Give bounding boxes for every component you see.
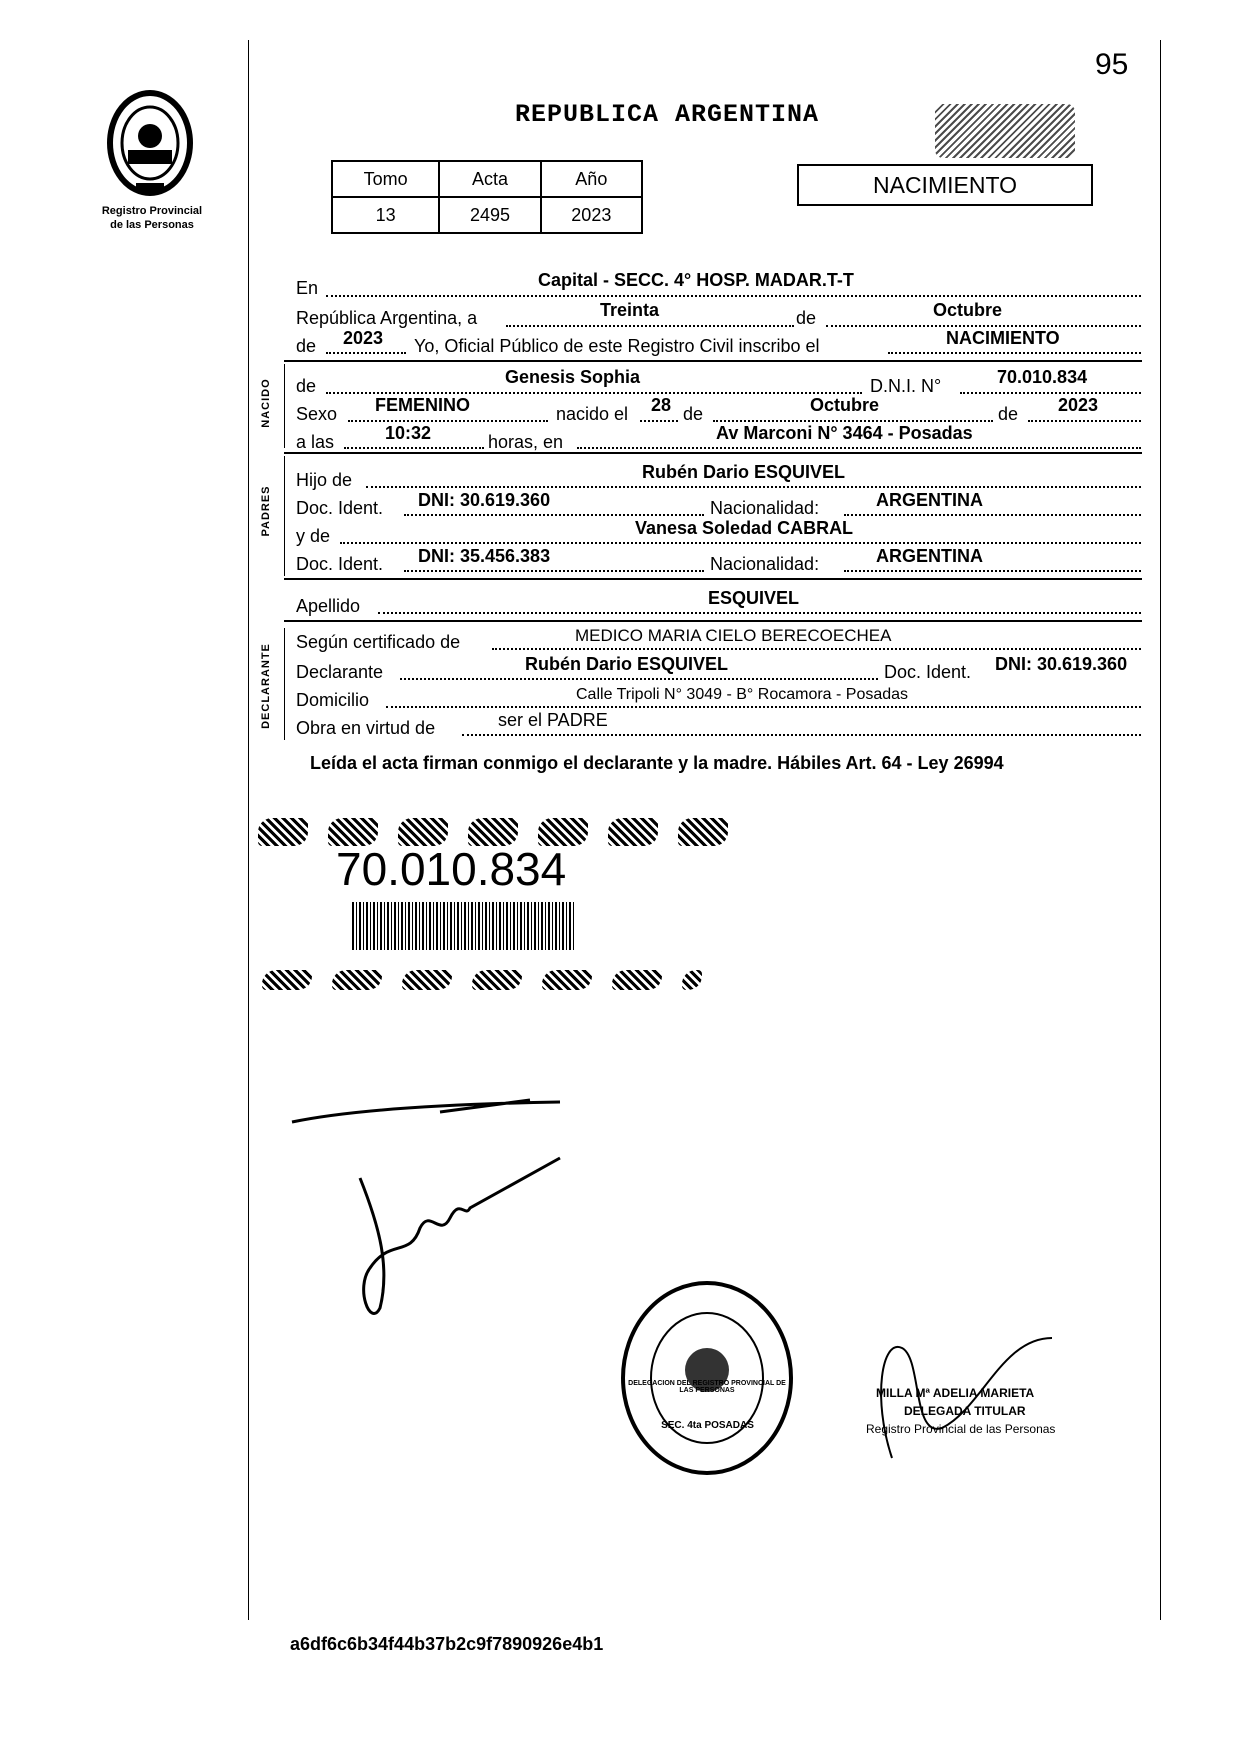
- page-number: 95: [1095, 48, 1129, 81]
- mother-doc-dots: [404, 570, 704, 572]
- nacido-de-label: de: [296, 376, 317, 396]
- record-anio: 2023: [541, 197, 642, 233]
- sex-dots: [348, 420, 548, 422]
- bmonth-dots: [713, 420, 993, 422]
- nacido-section-label: NACIDO: [260, 378, 272, 428]
- act-dots: [888, 352, 1141, 354]
- bplace-dots: [577, 447, 1141, 449]
- registry-logo-line2: de las Personas: [110, 219, 194, 231]
- father-document: DNI: 30.619.360: [418, 490, 551, 510]
- address-dots: [386, 706, 1141, 708]
- apellido-label: Apellido: [296, 596, 361, 616]
- registry-logo-line1: Registro Provincial: [101, 205, 203, 217]
- declarante-section-label: DECLARANTE: [260, 643, 272, 729]
- day-words: Treinta: [600, 300, 660, 320]
- nacido-el-label: nacido el: [556, 404, 629, 424]
- father-nat-label: Nacionalidad:: [710, 498, 820, 518]
- closing-text: Leída el acta firman conmigo el declarante y la madre. Hábiles Art. 64 - Ley 26994: [310, 753, 1004, 773]
- de-label-2: de: [296, 336, 317, 356]
- cert-dots: [492, 648, 1141, 650]
- month-dots: [826, 325, 1141, 327]
- en-label: En: [296, 278, 319, 298]
- declarant-doc-label: Doc. Ident.: [884, 662, 972, 682]
- time-dots: [344, 447, 484, 449]
- de-birth-year-label: de: [998, 404, 1019, 424]
- en-dots: [326, 295, 1141, 297]
- de-label: de: [796, 308, 817, 328]
- father-nat-dots: [844, 514, 1141, 516]
- act-type-box: NACIMIENTO: [797, 164, 1093, 206]
- declarant-address: Calle Tripoli N° 3049 - B° Rocamora - Posadas: [576, 686, 909, 703]
- mother-nat-dots: [844, 570, 1141, 572]
- birth-month: Octubre: [810, 395, 880, 415]
- dni-dots: [960, 392, 1141, 394]
- republica-label: República Argentina, a: [296, 308, 478, 328]
- father-name: Rubén Dario ESQUIVEL: [642, 462, 846, 482]
- declarant-capacity: ser el PADRE: [498, 710, 608, 730]
- de-birth-month-label: de: [683, 404, 704, 424]
- declarant-dots: [400, 678, 878, 680]
- registration-month: Octubre: [933, 300, 1003, 320]
- record-header-acta: Acta: [439, 161, 540, 197]
- official-name: MILLA Mª ADELIA MARIETA: [876, 1386, 1035, 1400]
- child-given-name: Genesis Sophia: [505, 367, 641, 387]
- child-dni: 70.010.834: [997, 367, 1088, 387]
- record-table-row: [332, 197, 642, 233]
- obra-label: Obra en virtud de: [296, 718, 436, 738]
- apellido-dots: [378, 612, 1141, 614]
- mother-name: Vanesa Soledad CABRAL: [635, 518, 854, 538]
- barcode-icon: [352, 902, 574, 950]
- father-doc-dots: [404, 514, 704, 516]
- right-margin-line: [1160, 40, 1161, 1620]
- official-seal-icon: [618, 1278, 796, 1478]
- act-word: NACIMIENTO: [946, 328, 1060, 348]
- father-doc-label: Doc. Ident.: [296, 498, 384, 518]
- record-header-anio: Año: [541, 161, 642, 197]
- father-dots: [366, 486, 1141, 488]
- padres-section-label: PADRES: [260, 485, 272, 537]
- nacido-bracket: [284, 364, 285, 448]
- security-stamp-icon: [935, 104, 1075, 158]
- record-header-tomo: Tomo: [332, 161, 439, 197]
- registration-year: 2023: [343, 328, 384, 348]
- birth-registration-place: Capital - SECC. 4° HOSP. MADAR.T-T: [538, 270, 854, 290]
- birth-year: 2023: [1058, 395, 1099, 415]
- declarant-document: DNI: 30.619.360: [995, 654, 1128, 674]
- signature-declarant: [350, 1148, 580, 1338]
- mother-doc-label: Doc. Ident.: [296, 554, 384, 574]
- declarante-bracket: [284, 628, 285, 740]
- mother-nat-label: Nacionalidad:: [710, 554, 820, 574]
- capacity-dots: [462, 734, 1141, 736]
- divider-nacido: [284, 452, 1142, 454]
- left-margin-line: [248, 40, 249, 1620]
- mother-nationality: ARGENTINA: [876, 546, 983, 566]
- declarante-label: Declarante: [296, 662, 384, 682]
- byear-dots: [1028, 420, 1141, 422]
- birth-time: 10:32: [385, 423, 432, 443]
- security-pattern-bottom: [262, 970, 702, 990]
- province-emblem-icon: [100, 88, 200, 198]
- sexo-label: Sexo: [296, 404, 338, 424]
- padres-bracket: [284, 456, 285, 576]
- day-dots: [506, 325, 794, 327]
- mother-document: DNI: 35.456.383: [418, 546, 551, 566]
- divider-intro: [284, 360, 1142, 362]
- mother-dots: [340, 542, 1141, 544]
- record-table: [331, 160, 643, 234]
- certificado-label: Según certificado de: [296, 632, 461, 652]
- declarant-name: Rubén Dario ESQUIVEL: [525, 654, 729, 674]
- official-office: Registro Provincial de las Personas: [866, 1422, 1056, 1436]
- medical-certificate: MEDICO MARIA CIELO BERECOECHEA: [575, 626, 892, 645]
- signature-officer: [290, 1090, 570, 1130]
- domicilio-label: Domicilio: [296, 690, 370, 710]
- hijo-de-label: Hijo de: [296, 470, 353, 490]
- surname: ESQUIVEL: [708, 588, 800, 608]
- birth-place: Av Marconi N° 3464 - Posadas: [716, 423, 973, 443]
- alas-label: a las: [296, 432, 335, 452]
- divider-padres: [284, 578, 1142, 580]
- name-dots: [326, 392, 862, 394]
- horas-label: horas, en: [488, 432, 564, 452]
- y-de-label: y de: [296, 526, 331, 546]
- seal-inner-text: SEC. 4ta POSADAS: [661, 1420, 754, 1431]
- official-title: DELEGADA TITULAR: [904, 1404, 1026, 1418]
- record-tomo: 13: [332, 197, 439, 233]
- bday-dots: [640, 420, 678, 422]
- child-sex: FEMENINO: [375, 395, 471, 415]
- record-acta: 2495: [439, 197, 540, 233]
- year-dots: [326, 352, 406, 354]
- record-table-header: [332, 161, 642, 197]
- dni-label: D.N.I. N°: [870, 376, 942, 396]
- divider-apellido: [284, 620, 1142, 622]
- birth-day: 28: [651, 395, 672, 415]
- officer-text: Yo, Oficial Público de este Registro Civil inscribo el: [414, 336, 820, 356]
- seal-ring-text: DELEGACION DEL REGISTRO PROVINCIAL DE LAS PERSONAS: [628, 1380, 786, 1394]
- father-nationality: ARGENTINA: [876, 490, 983, 510]
- dni-stamp-number: 70.010.834: [336, 843, 567, 895]
- document-hash: a6df6c6b34f44b37b2c9f7890926e4b1: [290, 1634, 604, 1654]
- country-title: REPUBLICA ARGENTINA: [515, 100, 820, 129]
